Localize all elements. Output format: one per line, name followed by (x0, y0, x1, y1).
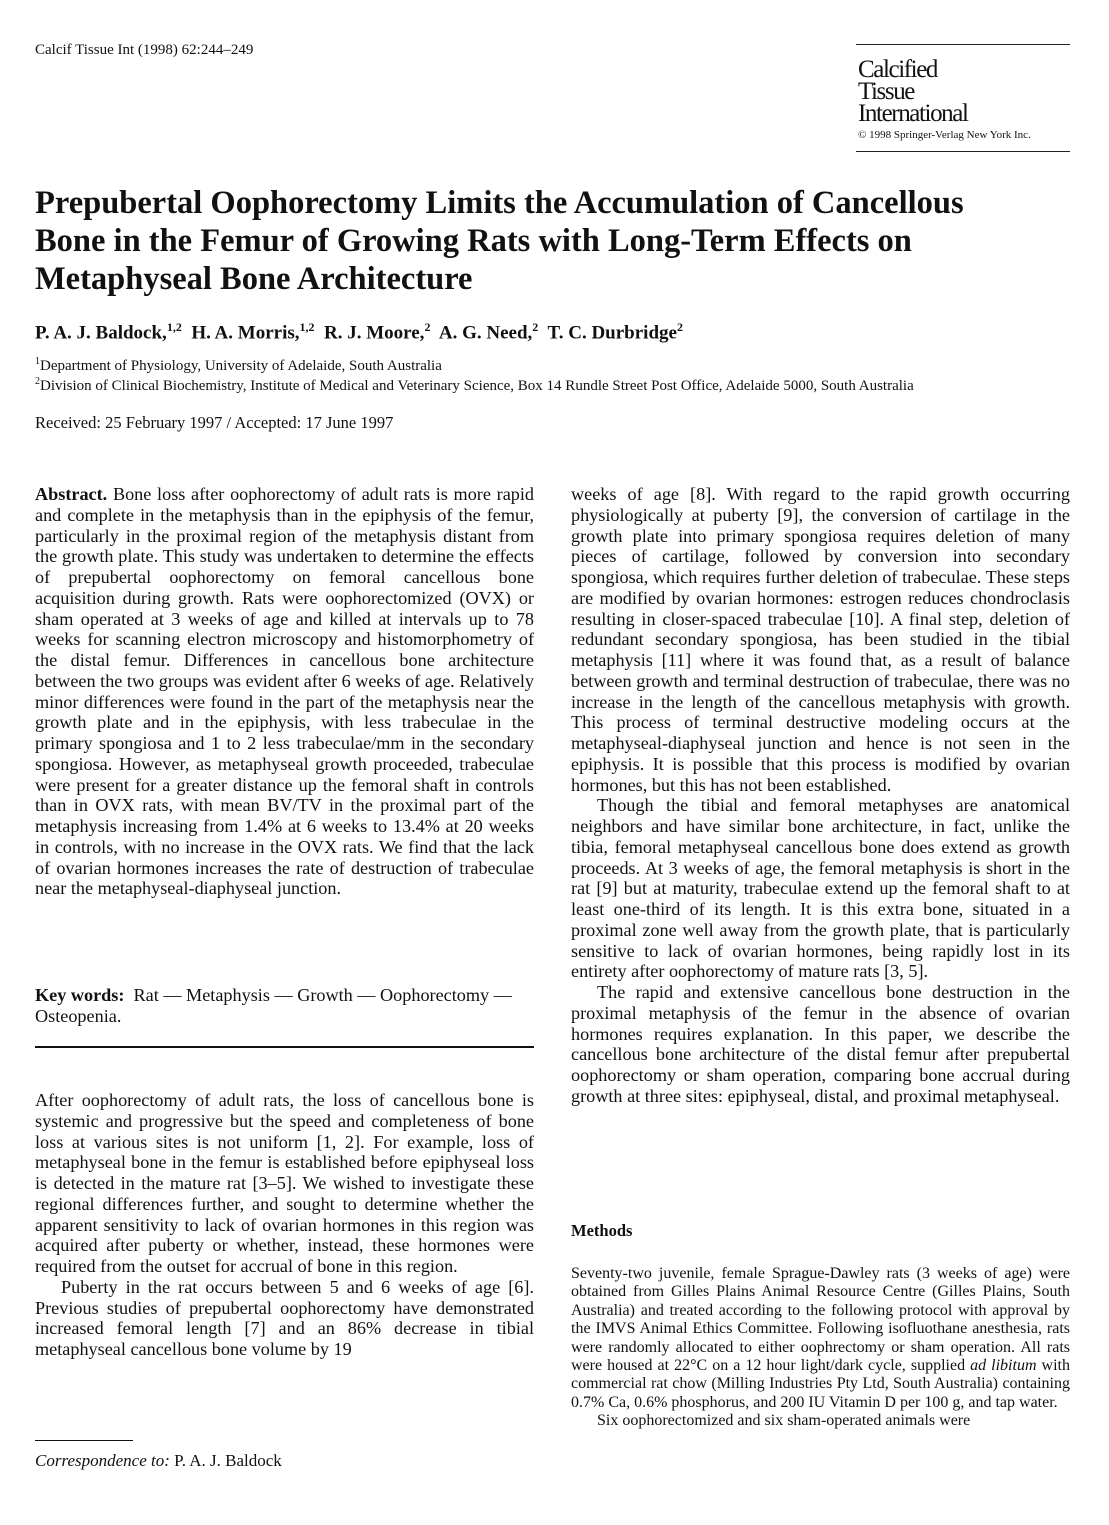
author-name: H. A. Morris, (191, 322, 300, 344)
paragraph: Puberty in the rat occurs between 5 and 6 weeks of age [6]. Previous studies of prepubertal oophorectomy have demonstrated increased femoral length [7] and an 86% decrease in tibial metaphyseal cancellous bone volume by 19 (35, 1276, 534, 1359)
paragraph (571, 1265, 1070, 1412)
title-line: Bone in the Femur of Growing Rats with Long-Term Effects on (35, 223, 912, 259)
author-affiliation-mark: 2 (532, 320, 539, 334)
affiliation-mark: 2 (35, 376, 40, 387)
journal-citation: Calcif Tissue Int (1998) 62:244–249 (35, 42, 254, 58)
paragraph: Six oophorectomized and six sham-operated animals were (597, 1412, 971, 1430)
paper-title (35, 184, 1075, 298)
journal-logo-line: Tissue (858, 78, 914, 105)
author-list (35, 320, 683, 344)
author-affiliation-mark: 2 (424, 320, 431, 334)
journal-logo-line: International (858, 100, 968, 127)
abstract-label: Abstract. (35, 484, 108, 504)
journal-logo (856, 44, 1070, 152)
copyright-notice: © 1998 Springer-Verlag New York Inc. (858, 129, 1031, 141)
section-divider (35, 1046, 534, 1048)
affiliation (35, 356, 442, 375)
received-accepted-dates: Received: 25 February 1997 / Accepted: 17 June 1997 (35, 413, 394, 432)
affiliation-text: Department of Physiology, University of Adelaide, South Australia (40, 358, 442, 374)
methods-heading: Methods (571, 1221, 633, 1240)
author-affiliation-mark: 1,2 (166, 320, 182, 334)
methods-italic-term: ad libitum (970, 1357, 1037, 1375)
author-affiliation-mark: 2 (676, 320, 683, 334)
title-line: Prepubertal Oophorectomy Limits the Accumulation of Cancellous (35, 185, 964, 221)
paragraph: After oophorectomy of adult rats, the loss of cancellous bone is systemic and progressive but the speed and completeness of bone loss at various sites is not uniform [1, 2]. For example, loss of metaphyseal bone in the femur is established before epiphyseal loss is detected in the mature rat [3–5]. We wished to investigate these regional differences further, and sought to determine whether the apparent sensitivity to lack of ovarian hormones in this region was acquired after puberty or whether, instead, these hormones were required from the outset for accrual of bone in this region. (35, 1090, 534, 1276)
introduction-left (35, 1090, 534, 1360)
footnote-rule (35, 1440, 133, 1441)
abstract-text: Bone loss after oophorectomy of adult rats is more rapid and complete in the metaphysis than in the epiphysis of the femur, particularly in the proximal region of the metaphysis distant from the growth plate. This study was undertaken to determine the effects of prepubertal oophorectomy on femoral cancellous bone acquisition during growth. Rats were oophorectomized (OVX) or sham operated at 3 weeks of age and killed at intervals up to 78 weeks for scanning electron microscopy and histomorphometry of the distal femur. Differences in cancellous bone architecture between the two groups was evident after 6 weeks of age. Relatively minor differences were found in the part of the metaphysis near the growth plate and in the epiphysis, with less trabeculae in the primary spongiosa and 1 to 2 less trabeculae/mm in the secondary spongiosa. However, as metaphyseal growth proceeded, trabeculae were present for a greater distance up the femoral shaft in controls than in OVX rats, with mean BV/TV in the proximal part of the metaphysis increasing from 1.4% at 6 weeks to 13.4% at 20 weeks in controls, with no increase in the OVX rats. We find that the lack of ovarian hormones increases the rate of destruction of trabeculae near the metaphyseal-diaphyseal junction. (35, 484, 535, 899)
affiliation-mark: 1 (35, 356, 40, 367)
author-name: R. J. Moore, (324, 322, 425, 344)
keywords (35, 985, 534, 1027)
affiliation (35, 376, 914, 395)
journal-logo-line: Calcified (858, 56, 938, 83)
author-affiliation-mark: 1,2 (299, 320, 315, 334)
paragraph: weeks of age [8]. With regard to the rapid growth occurring physiologically at puberty [9], the conversion of cartilage in the growth plate into primary spongiosa requires deletion of many pieces of cartilage, followed by conversion into secondary spongiosa, which requires further deletion of trabeculae. These steps are modified by ovarian hormones: estrogen reduces chondroclasis resulting in closer-spaced trabeculae [10]. A final step, deletion of redundant secondary spongiosa, has been studied in the tibial metaphysis [11] where it was found that, as a result of balance between growth and terminal destruction of trabeculae, there was no increase in the length of the cancellous metaphysis with growth. This process of terminal destructive modeling occurs at the metaphyseal-diaphyseal junction and hence is not seen in the epiphysis. It is possible that this process is modified by ovarian hormones, but this has not been established. (571, 484, 1070, 795)
correspondence (35, 1451, 282, 1471)
methods-text: Seventy-two juvenile, female Sprague-Dawley rats (3 weeks of age) were obtained from Gilles Plains Animal Resource Centre (Gilles Plains, South Australia) and treated according to the following protocol with approval by the IMVS Animal Ethics Committee. Following isofluothane anesthesia, rats were randomly allocated to either oophrectomy or sham operation. All rats were housed at 22°C on a 12 hour light/dark cycle, supplied (571, 1265, 1070, 1375)
correspondence-name: P. A. J. Baldock (174, 1451, 282, 1470)
author-name: P. A. J. Baldock, (35, 322, 167, 344)
author-name: A. G. Need, (438, 322, 533, 344)
abstract (35, 484, 534, 899)
methods-section (571, 1265, 1070, 1431)
affiliation-text: Division of Clinical Biochemistry, Institute of Medical and Veterinary Science, Box 14 Rundle Street Post Office, Adelaide 5000, South Australia (40, 378, 914, 394)
title-line: Metaphyseal Bone Architecture (35, 261, 473, 297)
methods-text: with commercial rat chow (Milling Industries Pty Ltd, South Australia) containing 0.7% Ca, 0.6% phosphorus, and 200 IU Vitamin D per 100 g, and tap water. (571, 1357, 1071, 1411)
keywords-text: Rat — Metaphysis — Growth — Oophorectomy — Osteopenia. (35, 985, 512, 1026)
author-name: T. C. Durbridge (547, 322, 677, 344)
paragraph: The rapid and extensive cancellous bone destruction in the proximal metaphysis of the femur in the absence of ovarian hormones requires explanation. In this paper, we describe the cancellous bone architecture of the distal femur after prepubertal oophorectomy or sham operation, comparing bone accrual during growth at three sites: epiphyseal, distal, and proximal metaphyseal. (571, 982, 1070, 1106)
paragraph: Though the tibial and femoral metaphyses are anatomical neighbors and have similar bone architecture, in fact, unlike the tibia, femoral metaphyseal cancellous bone does extend as growth proceeds. At 3 weeks of age, the femoral metaphysis is short in the rat [9] but at maturity, trabeculae extend up the femoral shaft to at least one-third of its length. It is this extra bone, situated in a proximal zone well away from the growth plate, that is particularly sensitive to lack of ovarian hormones, being rapidly lost in its entirety after oophorectomy of mature rats [3, 5]. (571, 795, 1070, 982)
keywords-label: Key words: (35, 985, 125, 1005)
introduction-right (571, 484, 1070, 1107)
correspondence-label: Correspondence to: (35, 1451, 170, 1470)
